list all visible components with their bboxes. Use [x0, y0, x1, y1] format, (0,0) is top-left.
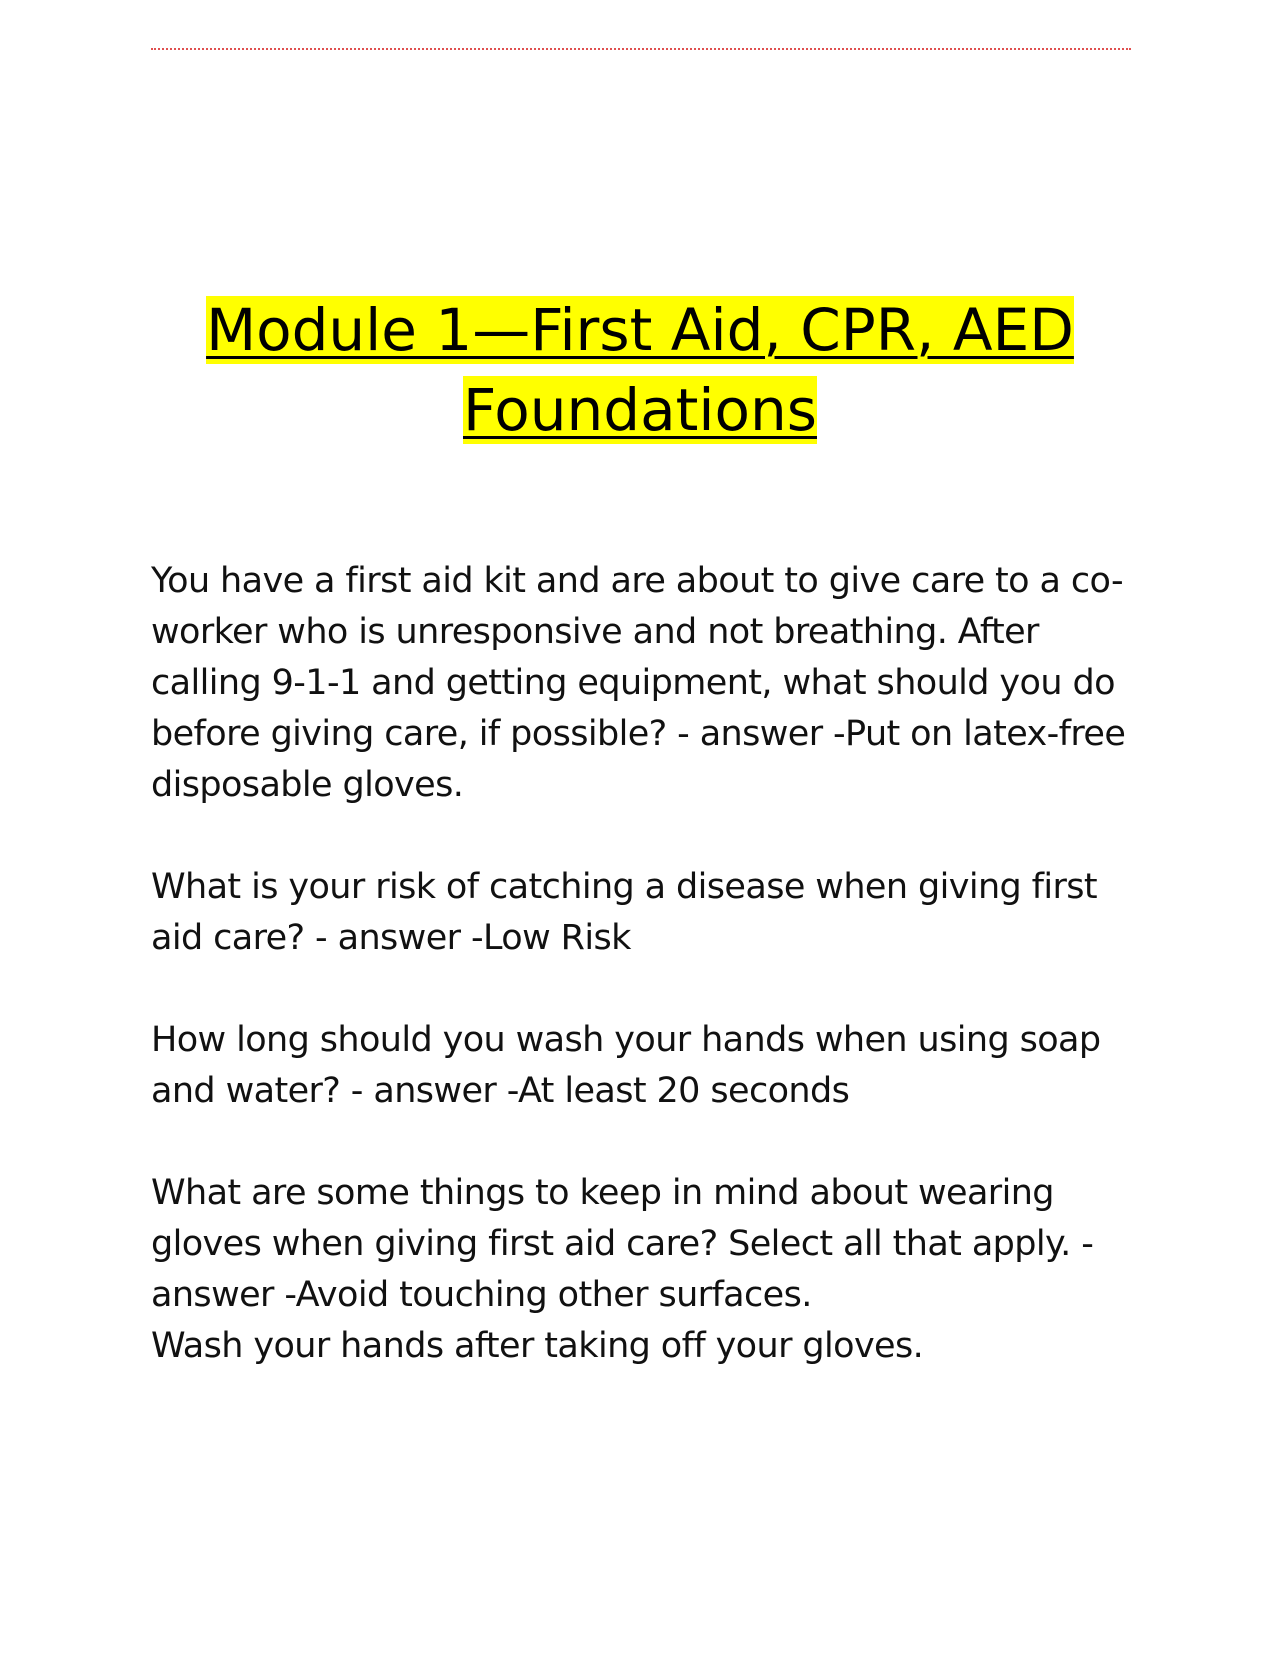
question-list	[151, 556, 1151, 1423]
qa-text: What are some things to keep in mind about wearing gloves when giving first aid care? Select all that apply. - answer -Avoid touching other surfaces.	[151, 1173, 1094, 1315]
page-title	[140, 290, 1140, 450]
qa-text: You have a first aid kit and are about to give care to a co-worker who is unresponsive and not breathing. After calling 9-1-1 and getting equipment, what should you do before giving care, if possible? - answer -Put on latex-free disposable gloves.	[151, 561, 1126, 805]
title-line-2: Foundations	[463, 376, 817, 444]
header-dotted-rule	[151, 48, 1131, 50]
qa-block-3	[151, 1015, 1151, 1117]
qa-text: How long should you wash your hands when using soap and water? - answer -At least 20 seconds	[151, 1020, 1101, 1111]
qa-text: What is your risk of catching a disease when giving first aid care? - answer -Low Risk	[151, 867, 1098, 958]
qa-block-2	[151, 862, 1151, 964]
qa-extra-line: Wash your hands after taking off your gloves.	[151, 1326, 924, 1366]
title-line-1: Module 1—First Aid, CPR, AED	[206, 296, 1074, 364]
qa-block-4	[151, 1168, 1151, 1372]
qa-block-1	[151, 556, 1151, 811]
